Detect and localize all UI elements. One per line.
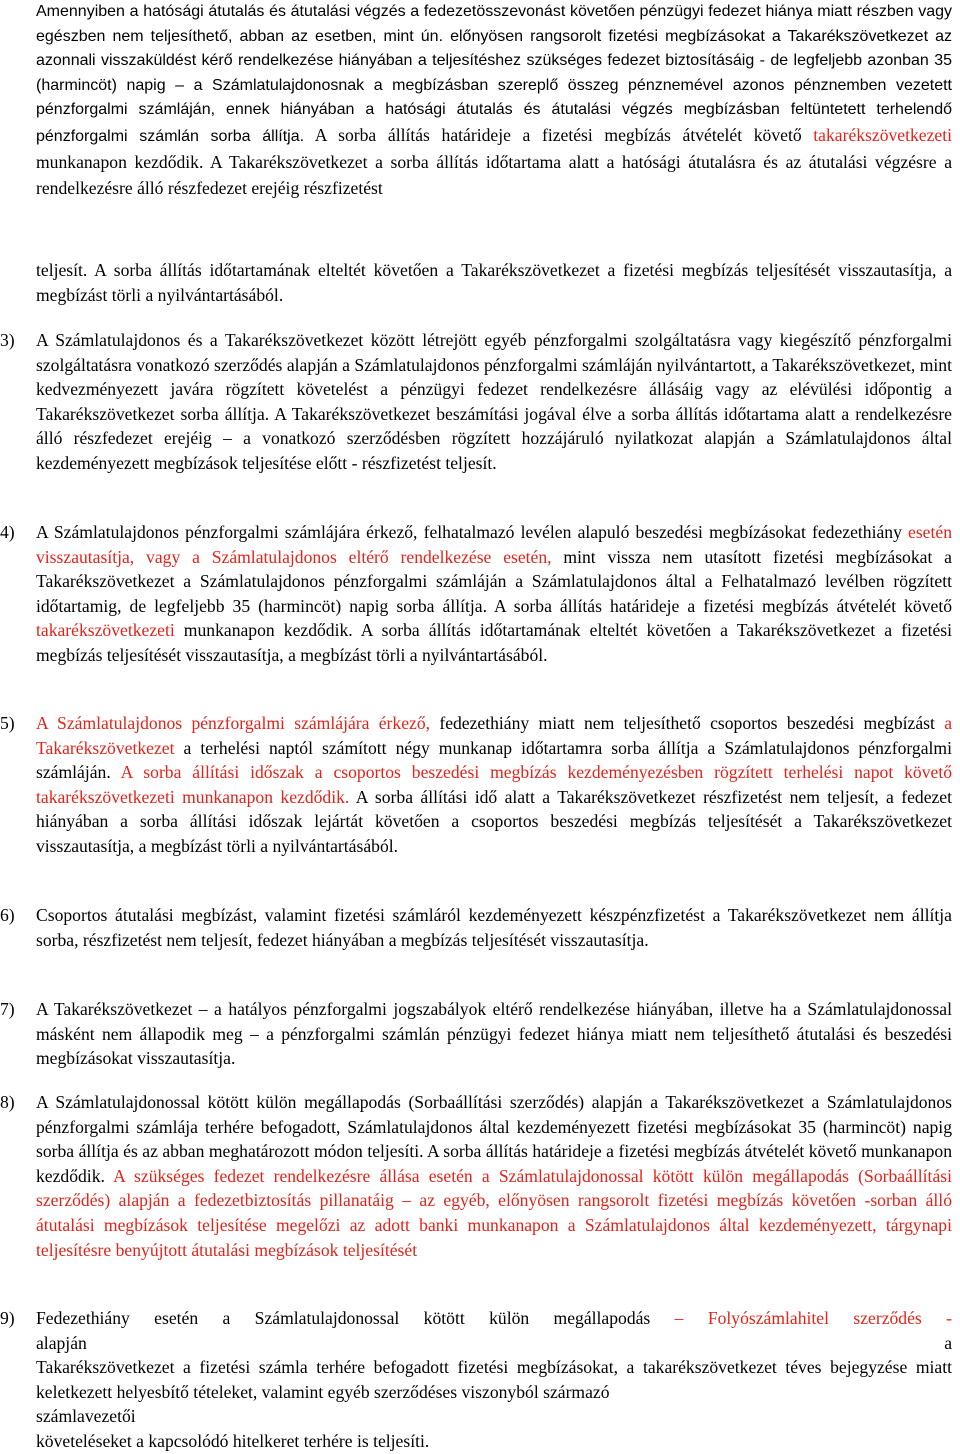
item-5-part-b: a terhelési naptól számított négy munkanap időtartamra sorba állítja a Számlatulajdonos pénzforgalmi számláján. <box>36 737 952 783</box>
item-5-text <box>36 711 952 859</box>
item-3-number: 3) <box>0 330 15 350</box>
item-6-text: Csoportos átutalási megbízást, valamint fizetési számláról kezdeményezett készpénzfizetést a Takarékszövetkezet nem állítja sorba, részfizetést nem teljesít, fedezet hiányában a megbízás teljesítését visszautasítja. <box>36 905 952 950</box>
intro-sentence-2b: munkanapon kezdődik. A Takarékszövetkezet a sorba állítás időtartama alatt a hatósági átutalásra és az átutalási végzésre a rendelkezésre álló részfedezet erejéig részfizetést <box>36 151 952 199</box>
intro-sentence-2: A sorba állítás határideje a fizetési megbízás átvételét követő <box>304 124 814 145</box>
item-4-red-2: takarékszövetkezeti <box>36 620 175 641</box>
intro-red-term: takarékszövetkezeti <box>813 124 952 145</box>
item-3-text: A Számlatulajdonos és a Takarékszövetkezet között létrejött egyéb pénzforgalmi szolgáltatásra vagy kiegészítő pénzforgalmi szolgáltatásra vonatkozó szerződés alapján a Számlatulajdonos pénzforgalmi számláján nyilvántartott, a Takarékszövetkezet, mint kedvezményezett javára rögzített követelést a pénzügyi fedezet rendelkezésre állásáig vagy az elévülési időpontig a Takarékszövetkezet sorba állítja. A Takarékszövetkezet beszámítási jogával élve a sorba állítás időtartama alatt a rendelkezésre álló részfedezet erejéig – a vonatkozó szerződésben rögzített hozzájáruló nyilatkozat alapján a Számlatulajdonos által kezdeményezett megbízások teljesítése előtt - részfizetést teljesít. <box>36 330 952 473</box>
item-8-red: A szükséges fedezet rendelkezésre állása esetén a Számlatulajdonossal kötött külön megállapodás (Sorbaállítási szerződés) alapján a fedezetbiztosítás pillanatáig – az egyéb, előnyösen rangsorolt fizetési megbízás követően -sorban álló átutalási megbízások teljesítése megelőzi az adott banki munkanapon a Számlatulajdonos által kezdeményezett, tárgynapi teljesítésre benyújtott átutalási megbízások teljesítését <box>36 1165 952 1260</box>
item-4-part-b: mint vissza nem utasított fizetési megbízásokat a Takarékszövetkezet a Számlatulajdonos pénzforgalmi számláján a Számlatulajdonos által a Felhatalmazó levélben rögzített időtartamig, de legfeljebb 35 (harmincöt) napig sorba állítja. A sorba állítás határideje a fizetési megbízás átvételét követő <box>36 546 952 616</box>
intro-paragraph <box>36 0 952 203</box>
item-8 <box>36 1090 952 1262</box>
item-4-number: 4) <box>0 522 15 542</box>
item-4-part-c: munkanapon kezdődik. A sorba állítás időtartamának elteltét követően a Takarékszövetkezet a fizetési megbízás teljesítését visszautasítja, a megbízást törli a nyilvántartásából. <box>36 620 952 665</box>
item-9-line-5: követeléseket a kapcsolódó hitelkeret terhére is teljesíti. <box>36 1430 430 1451</box>
intro-cont-text: teljesít. A sorba állítás időtartamának elteltét követően a Takarékszövetkezet a fizetési megbízás teljesítését visszautasítja, a megbízást törli a nyilvántartásából. <box>36 260 952 305</box>
item-5 <box>36 711 952 859</box>
item-8-part-a: A Számlatulajdonossal kötött külön megállapodás (Sorbaállítási szerződés) alapján a Takarékszövetkezet a Számlatulajdonos pénzforgalmi számlája terhére befogadott, Számlatulajdonos által kezdeményezett fizetési megbízásokat 35 (harmincöt) napig sorba állítja és az abban meghatározott módon teljesíti. A sorba állítás határideje a fizetési megbízás átvételét követő munkanapon kezdődik. <box>36 1092 952 1186</box>
intro-line-2: hiánya miatt részben vagy egészben nem teljesíthető, abban az esetben, mint ún. <box>36 3 953 45</box>
item-9-line-3: Takarékszövetkezet a fizetési számla terhére befogadott fizetési megbízásokat, a takarékszövetkezet téves bejegyzése miatt keletkezett helyesbítő tételeket, valamint egyéb szerződéses viszonyból származó <box>36 1357 952 1402</box>
item-8-number: 8) <box>0 1092 15 1112</box>
item-3 <box>36 328 952 476</box>
item-8-text <box>36 1090 952 1262</box>
item-9-line-2a: alapján <box>36 1332 87 1353</box>
item-5-part-c: A sorba állítási idő alatt a Takarékszövetkezet részfizetést nem teljesít, a fedezet hiányában a sorba állítási időszak lejártát követően a csoportos beszedési megbízás teljesítését a Takarékszövetkezet visszautasítja, a megbízást törli a nyilvántartásából. <box>36 786 953 856</box>
item-6 <box>36 903 952 952</box>
intro-line-2b: előnyösen rangsorolt <box>450 27 602 45</box>
item-9-line-2 <box>36 1331 952 1356</box>
intro-text <box>36 0 952 203</box>
item-7-text: A Takarékszövetkezet – a hatályos pénzforgalmi jogszabályok eltérő rendelkezése hiányában, illetve ha a Számlatulajdonossal másként nem állapodik meg – a pénzforgalmi számlán pénzügyi fedezet hiánya miatt nem teljesíthető átutalási és beszedési megbízásokat visszautasítja. <box>36 999 952 1069</box>
item-9-line-4: számlavezetői <box>36 1406 136 1427</box>
intro-rest: fizetési megbízásokat a Takarékszövetkezet az azonnali visszaküldést kérő rendelkezése hiányában a teljesítéshez szükséges fedezet biztosításáig - de legfeljebb azonban 35 (harmincöt) napig – a Számlatulajdonosnak a megbízásban szereplő összeg pénznemével azonos pénznemben vezetett pénzforgalmi számláján, ennek hiányában a hatósági átutalás és átutalási végzés megbízásban feltüntetett terhelendő pénzforgalmi számlán sorba állítja. <box>36 27 952 145</box>
item-9-red: – Folyószámlahitel szerződés - <box>674 1308 952 1328</box>
item-7 <box>36 997 952 1071</box>
item-4-text <box>36 520 952 668</box>
item-4-part-a: A Számlatulajdonos pénzforgalmi számlájára érkező, felhatalmazó levélen alapuló beszedési megbízásokat fedezethiány <box>36 522 909 542</box>
intro-line-1: Amennyiben a hatósági átutalás és átutalási végzés a fedezetösszevonást követően pénzügyi fedezet <box>36 3 761 20</box>
item-5-number: 5) <box>0 713 15 733</box>
item-5-red-3: A sorba állítási időszak a csoportos beszedési megbízás kezdeményezésben rögzített terhelési napot követő takarékszövetkezeti munkanapon kezdődik. <box>36 762 953 807</box>
item-5-part-a: fedezethiány miatt nem teljesíthető csoportos beszedési megbízást <box>430 713 945 733</box>
item-5-red-2: a Takarékszövetkezet <box>36 713 952 758</box>
item-4-red-1: esetén visszautasítja, vagy a Számlatulajdonos eltérő rendelkezése esetén, <box>36 522 952 567</box>
item-9 <box>36 1306 952 1454</box>
intro-continuation <box>36 258 952 307</box>
item-9-number: 9) <box>0 1308 15 1328</box>
item-5-red-1: A Számlatulajdonos pénzforgalmi számlájára érkező, <box>36 713 431 733</box>
item-4 <box>36 520 952 668</box>
item-7-number: 7) <box>0 999 15 1019</box>
item-6-number: 6) <box>0 905 15 925</box>
item-9-line-1a: Fedezethiány esetén a Számlatulajdonossal kötött külön megállapodás <box>36 1308 675 1328</box>
item-9-line-1 <box>36 1306 952 1331</box>
item-9-line-2b: a <box>944 1332 952 1353</box>
